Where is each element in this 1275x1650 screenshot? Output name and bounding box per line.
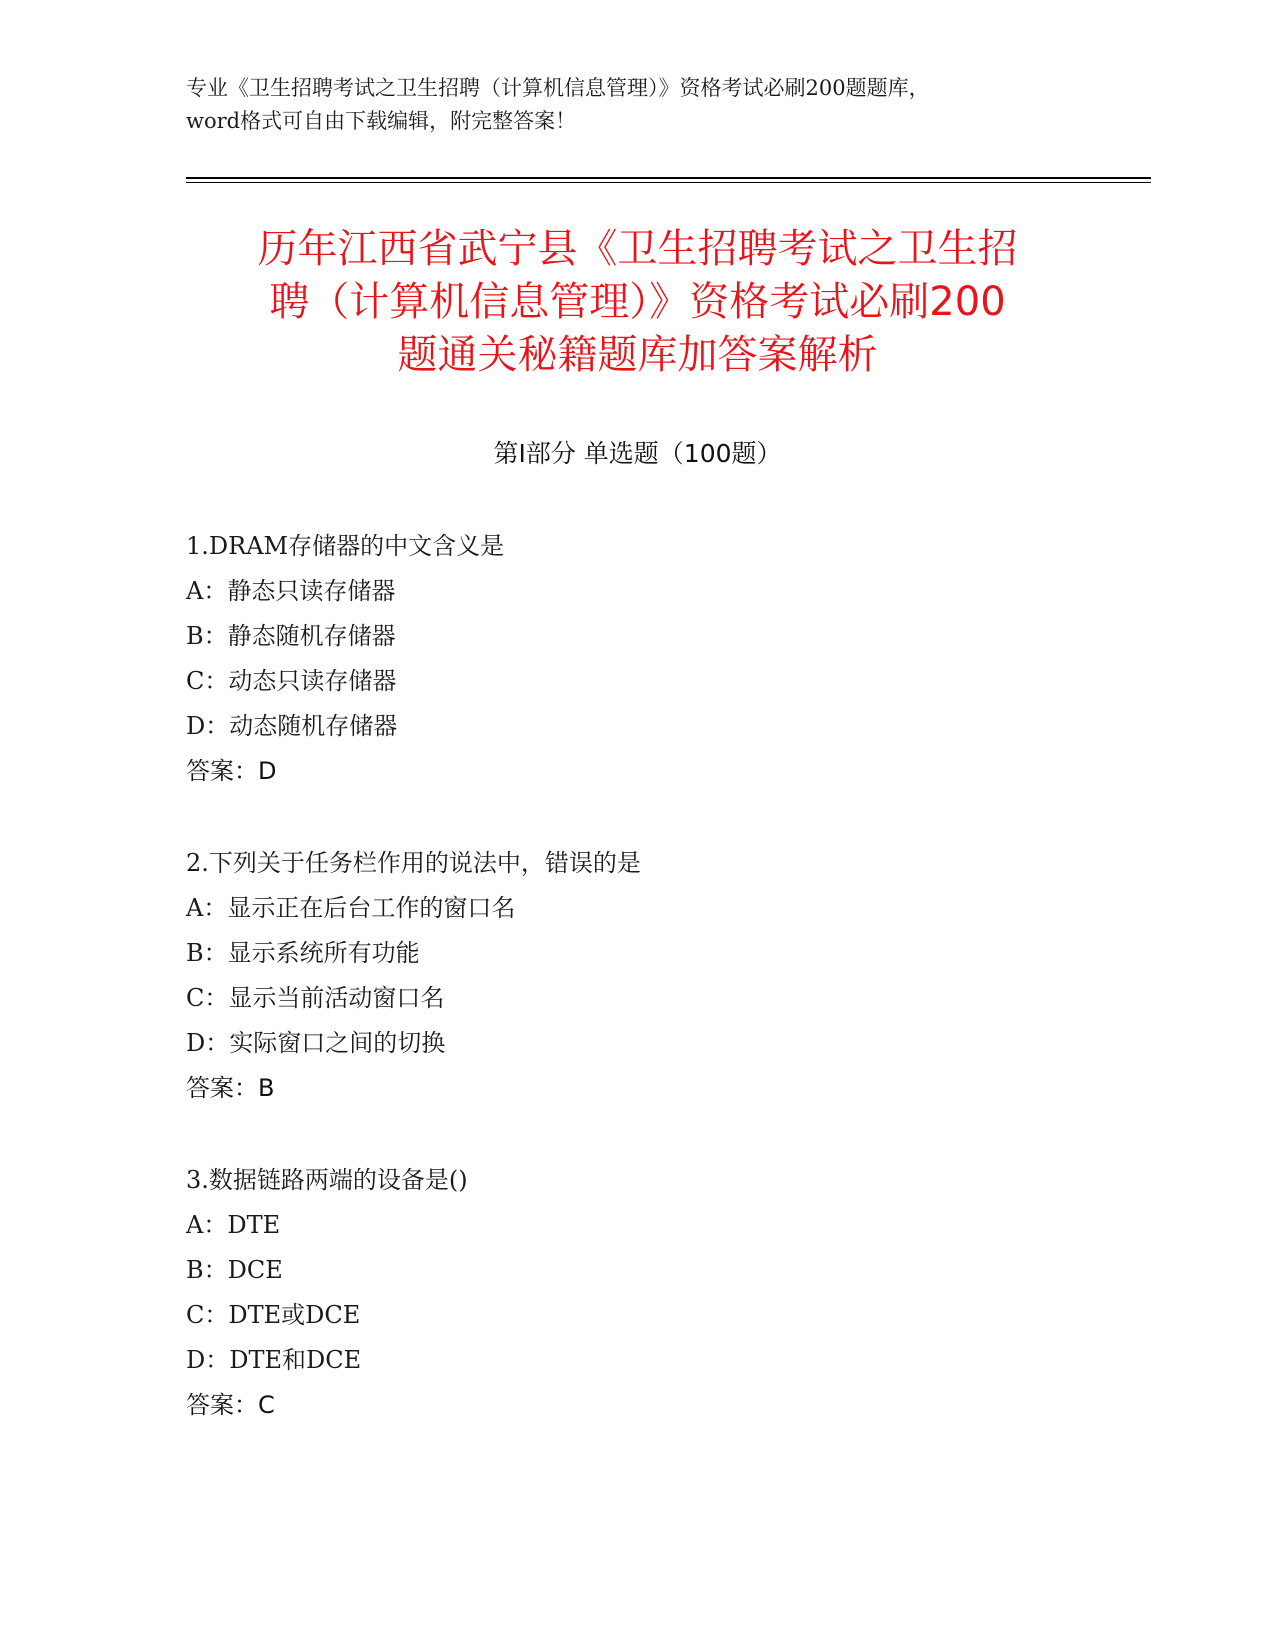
question-1 <box>186 524 1086 794</box>
option-a: A：静态只读存储器 <box>186 577 396 605</box>
document-title-line-1: 历年江西省武宁县《卫生招聘考试之卫生招 <box>257 226 1018 272</box>
question-2 <box>186 841 1086 1111</box>
option-a: A：显示正在后台工作的窗口名 <box>186 894 516 922</box>
header-note-line-1: 专业《卫生招聘考试之卫生招聘（计算机信息管理）》资格考试必刷200题题库， <box>186 76 930 100</box>
answer-line: 答案：C <box>186 1391 275 1419</box>
header-note <box>186 72 1086 138</box>
option-b: B：显示系统所有功能 <box>186 939 420 967</box>
option-b: B：静态随机存储器 <box>186 622 396 650</box>
document-title <box>186 223 1089 382</box>
option-b: B：DCE <box>186 1256 283 1284</box>
header-divider-thin <box>186 182 1151 183</box>
document-title-line-2: 聘（计算机信息管理）》资格考试必刷200 <box>269 279 1006 325</box>
option-c: C：DTE或DCE <box>186 1301 361 1329</box>
option-c: C：动态只读存储器 <box>186 667 397 695</box>
question-stem: 3.数据链路两端的设备是() <box>186 1166 468 1194</box>
answer-line: 答案：B <box>186 1074 275 1102</box>
option-d: D：动态随机存储器 <box>186 712 398 740</box>
question-3 <box>186 1158 1086 1428</box>
header-divider-thick <box>186 177 1151 179</box>
option-d: D：DTE和DCE <box>186 1346 362 1374</box>
option-d: D：实际窗口之间的切换 <box>186 1029 446 1057</box>
question-stem: 2.下列关于任务栏作用的说法中，错误的是 <box>186 849 641 877</box>
question-stem: 1.DRAM存储器的中文含义是 <box>186 532 505 560</box>
option-a: A：DTE <box>186 1211 281 1239</box>
answer-line: 答案：D <box>186 757 277 785</box>
option-c: C：显示当前活动窗口名 <box>186 984 445 1012</box>
header-note-line-2: word格式可自由下载编辑，附完整答案！ <box>186 109 577 133</box>
section-heading: 第Ⅰ部分 单选题（100题） <box>493 439 782 468</box>
document-title-line-3: 题通关秘籍题库加答案解析 <box>397 332 878 378</box>
